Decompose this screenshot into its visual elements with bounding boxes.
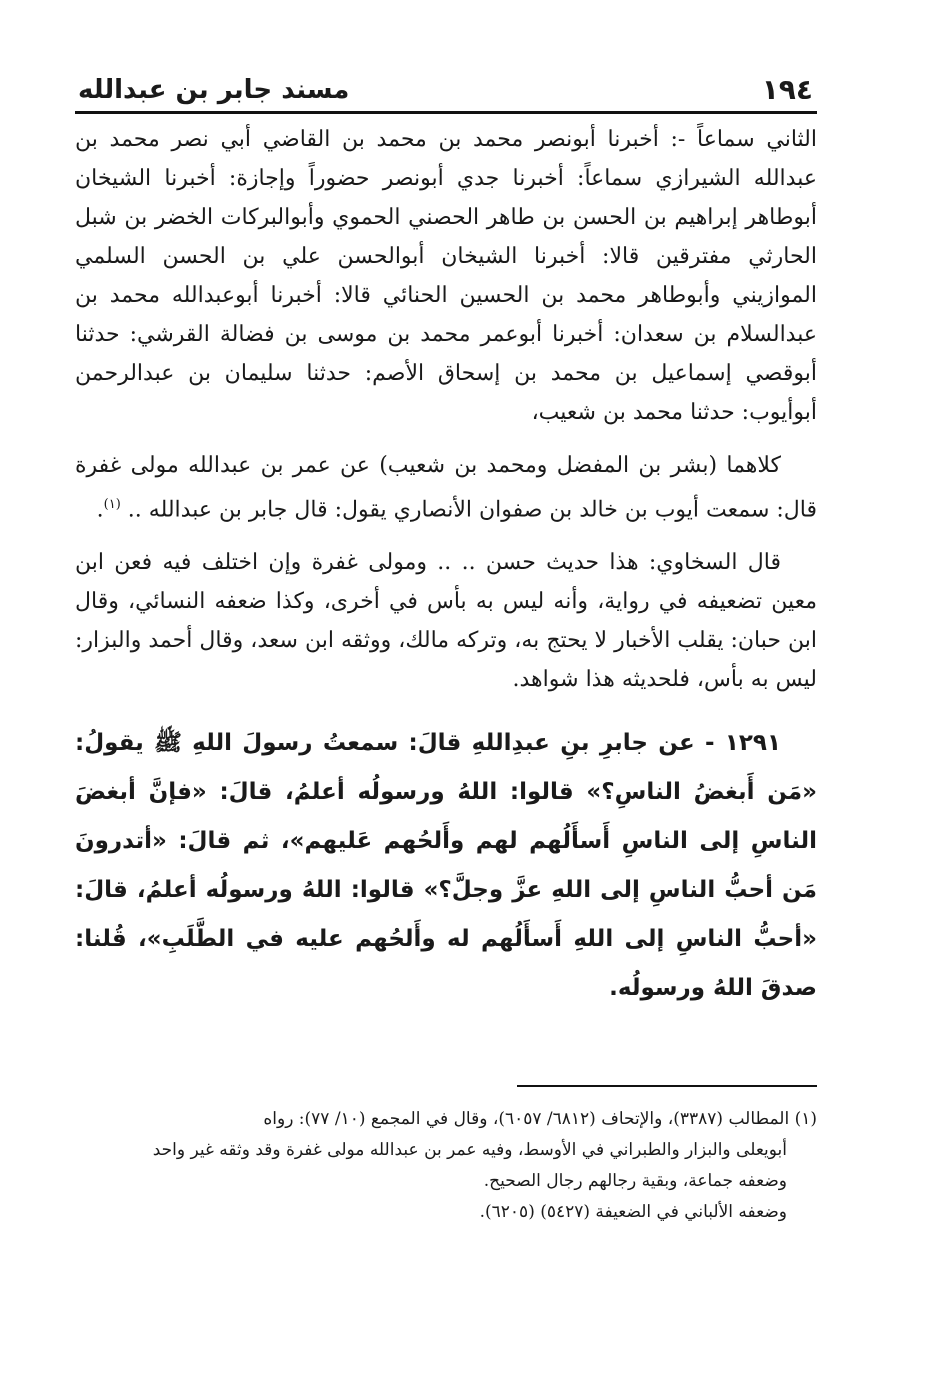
footnotes <box>75 1104 817 1228</box>
footnote-reference[interactable]: (١) <box>103 497 121 512</box>
hadith-1291: ١٢٩١ - عن جابرِ بنِ عبدِاللهِ قالَ: سمعتُ رسولَ اللهِ ﷺ يقولُ: «مَن أَبغضُ الناسِ؟» قالوا: اللهُ ورسولُه أعلمُ، قالَ: «فإنَّ أبغضَ الناسِ إلى الناسِ أَسأَلُهم لهم وأَلحُهم عَليهم»، ثم قالَ: «أتدرونَ مَن أحبُّ الناسِ إلى اللهِ عزَّ وجلَّ؟» قالوا: اللهُ ورسولُه أعلمُ، قالَ: «أحبُّ الناسِ إلى اللهِ أَسأَلُهم له وأَلحُهم عليه في الطَّلَبِ»، قُلنا: صدقَ اللهُ ورسولُه. <box>75 730 817 1002</box>
header-rule <box>75 111 817 114</box>
narration-end-mark: . <box>96 497 104 523</box>
footnote-1-line-2: أبويعلى والبزار والطبراني في الأوسط، وفيه عمر بن عبدالله مولى غفرة وقد وثقه غير واحد <box>152 1140 787 1160</box>
footnote-1-line-3: وضعفه جماعة، وبقية رجالهم رجال الصحيح. <box>483 1171 787 1191</box>
narration-paragraph <box>75 446 817 529</box>
running-header <box>78 64 813 108</box>
footnote-separator <box>517 1085 817 1087</box>
narration-text: كلاهما (بشر بن المفضل ومحمد بن شعيب) عن عمر بن عبدالله مولى غفرة قال: سمعت أيوب بن خالد بن صفوان الأنصاري يقول: قال جابر بن عبدالله .. <box>75 453 817 523</box>
isnad-paragraph: الثاني سماعاً -: أخبرنا أبونصر محمد بن محمد بن القاضي أبي نصر محمد بن عبدالله الشيرازي سماعاً: أخبرنا جدي أبونصر حضوراً وإجازة: أخبرنا الشيخان أبوطاهر إبراهيم بن الحسن بن طاهر الحصني الحموي وأبوالبركات الخضر بن شبل الحارثي مفترقين قالا: أخبرنا الشيخان أبوالحسن علي بن الحسن السلمي الموازيني وأبوطاهر محمد بن الحسين الحنائي قالا: أخبرنا أبوعبدالله محمد بن عبدالسلام بن سعدان: أخبرنا أبوعمر محمد بن موسى بن فضالة القرشي: حدثنا أبوقصي إسماعيل بن محمد بن إسحاق الأصم: حدثنا سليمان بن عبدالرحمن أبوأيوب: حدثنا محمد بن شعيب، <box>75 127 817 425</box>
footnote-1-line-4: وضعفه الألباني في الضعيفة (٥٤٢٧) (٦٢٠٥). <box>479 1202 787 1222</box>
page-number: ١٩٤ <box>761 73 813 106</box>
footnote-1-line-1: (١) المطالب (٣٣٨٧)، والإتحاف (٦٨١٢/ ٦٠٥٧)، وقال في المجمع (١٠/ ٧٧): رواه <box>263 1109 817 1129</box>
running-title: مسند جابر بن عبدالله <box>78 75 350 105</box>
commentary-paragraph: قال السخاوي: هذا حديث حسن .. .. ومولى غفرة وإن اختلف فيه فعن ابن معين تضعيفه في رواية، وأنه ليس به بأس في أخرى، وكذا ضعفه النسائي، وقال ابن حبان: يقلب الأخبار لا يحتج به، وتركه مالك، ووثقه ابن سعد، وقال أحمد والبزار: ليس به بأس، فلحديثه هذا شواهد. <box>75 550 817 693</box>
main-text <box>75 120 817 1019</box>
